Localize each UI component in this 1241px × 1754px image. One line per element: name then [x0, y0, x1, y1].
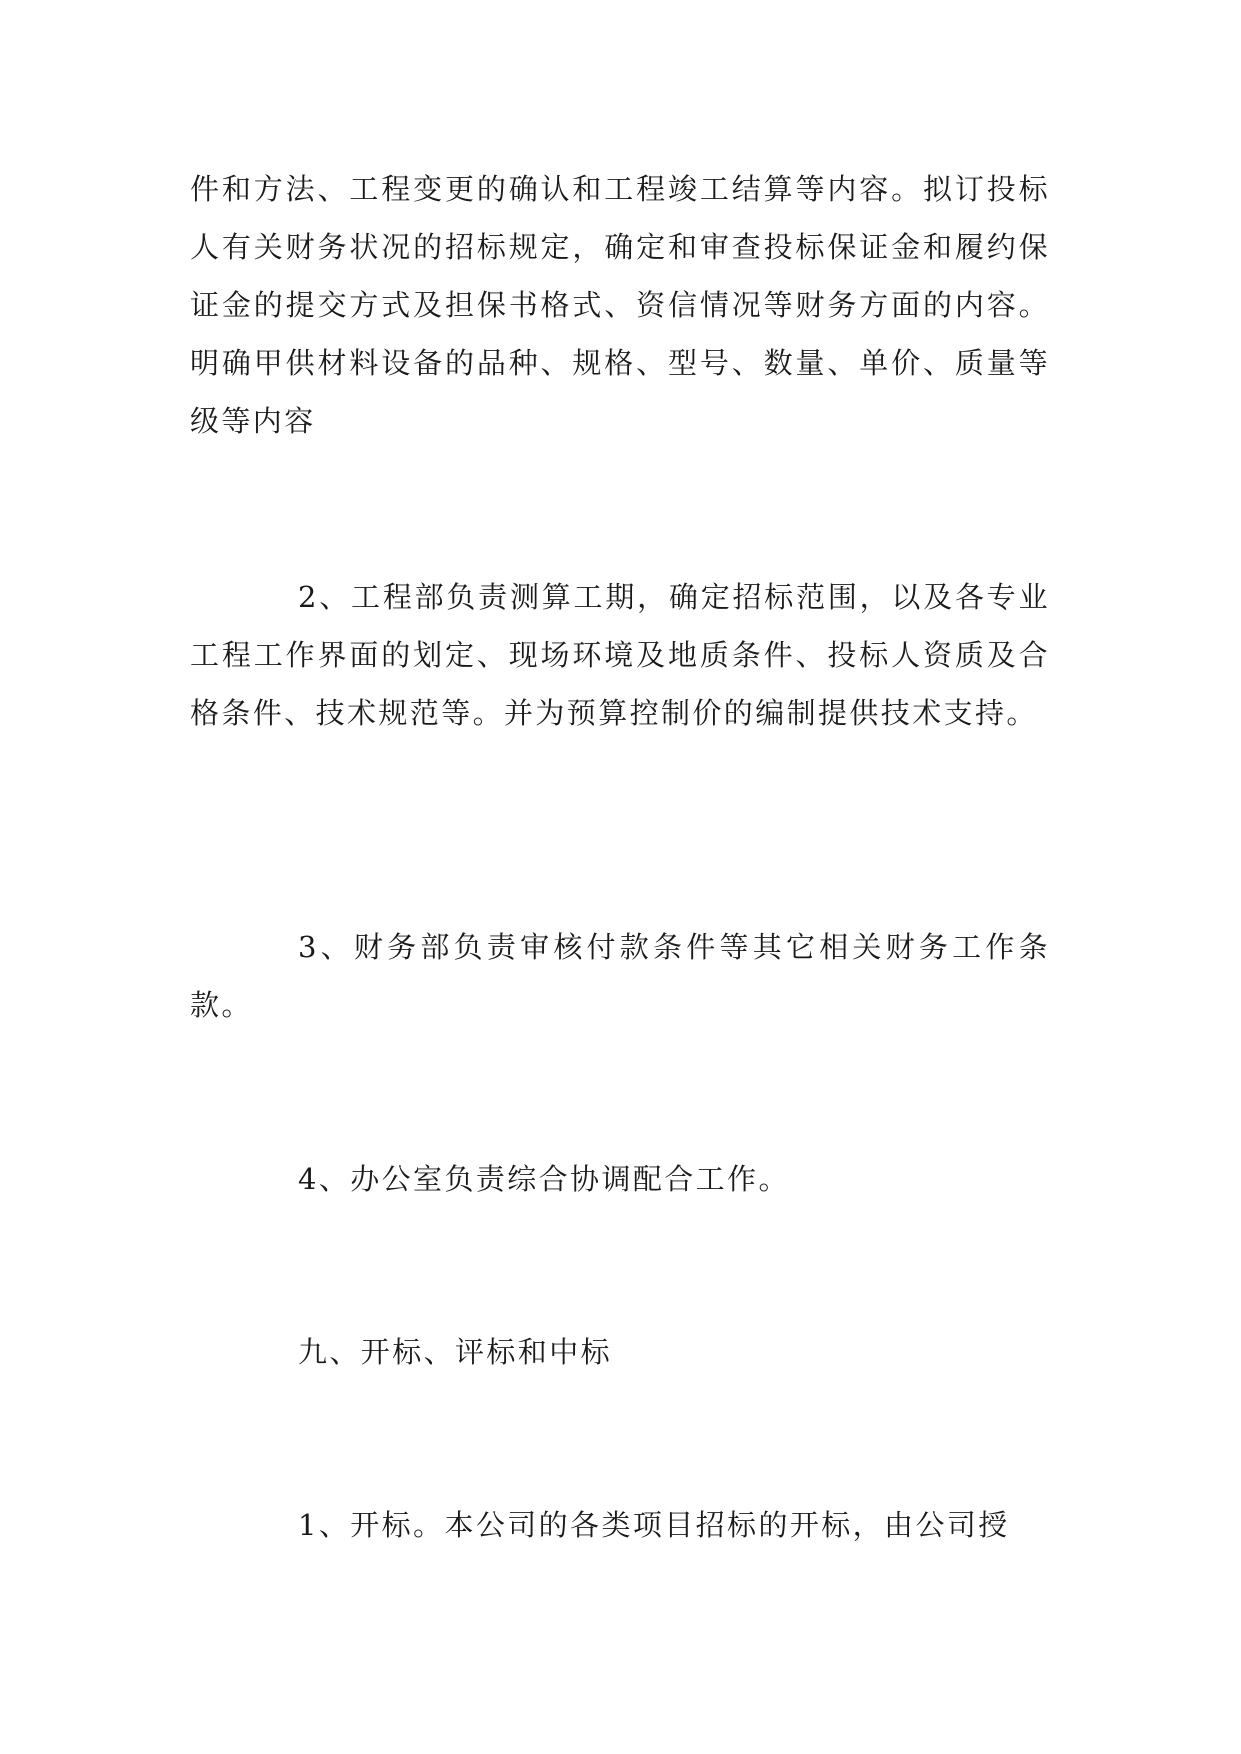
paragraph-engineering-dept: 2、工程部负责测算工期，确定招标范围，以及各专业工程工作界面的划定、现场环境及地质条件、投标人资质及合格条件、技术规范等。并为预算控制价的编制提供技术支持。 — [190, 580, 1050, 730]
paragraph-finance-dept: 3、财务部负责审核付款条件等其它相关财务工作条款。 — [190, 930, 1050, 1022]
paragraph-continuation: 件和方法、工程变更的确认和工程竣工结算等内容。拟订投标人有关财务状况的招标规定，确定和审查投标保证金和履约保证金的提交方式及担保书格式、资信情况等财务方面的内容。明确甲供材料设备的品种、规格、型号、数量、单价、质量等级等内容 — [190, 172, 1050, 438]
paragraph-bid-opening: 1、开标。本公司的各类项目招标的开标，由公司授 — [298, 1508, 1010, 1542]
paragraph-office: 4、办公室负责综合协调配合工作。 — [298, 1162, 790, 1196]
section-heading-nine: 九、开标、评标和中标 — [298, 1335, 613, 1369]
